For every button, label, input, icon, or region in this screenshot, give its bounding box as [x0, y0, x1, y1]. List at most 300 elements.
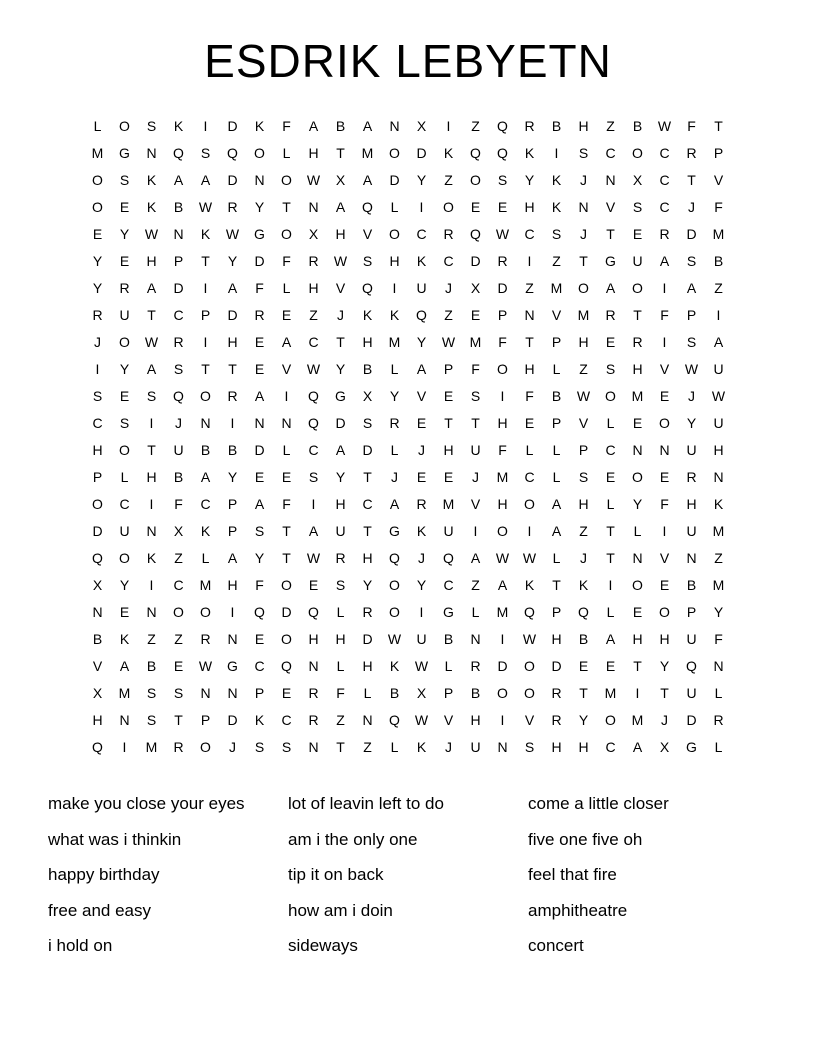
- grid-letter: S: [281, 738, 292, 755]
- grid-letter: E: [416, 414, 427, 431]
- grid-letter: D: [686, 711, 697, 728]
- grid-row: [84, 544, 732, 571]
- grid-letter: T: [525, 333, 534, 350]
- grid-letter: K: [389, 657, 400, 674]
- grid-letter: O: [389, 603, 400, 620]
- grid-letter: N: [200, 684, 211, 701]
- word-list-item: what was i thinkin: [48, 829, 182, 849]
- grid-letter: T: [228, 360, 237, 377]
- grid-letter: H: [551, 630, 562, 647]
- grid-letter: C: [416, 225, 427, 242]
- grid-letter: K: [524, 144, 535, 161]
- grid-letter: C: [119, 495, 130, 512]
- grid-letter: K: [551, 171, 562, 188]
- grid-letter: F: [282, 495, 291, 512]
- grid-letter: L: [336, 603, 345, 620]
- grid-letter: M: [361, 144, 374, 161]
- grid-letter: H: [578, 738, 589, 755]
- grid-letter: O: [92, 198, 103, 215]
- grid-letter: I: [149, 495, 154, 512]
- grid-letter: K: [146, 198, 157, 215]
- grid-letter: N: [524, 306, 535, 323]
- grid-letter: Q: [362, 198, 373, 215]
- grid-letter: G: [443, 603, 454, 620]
- grid-letter: O: [281, 576, 292, 593]
- grid-letter: B: [335, 117, 346, 134]
- grid-row: [84, 517, 732, 544]
- grid-letter: Q: [524, 603, 535, 620]
- grid-letter: P: [551, 603, 562, 620]
- word-list-column: [288, 786, 528, 964]
- grid-letter: A: [146, 360, 157, 377]
- grid-letter: J: [661, 711, 668, 728]
- grid-letter: S: [173, 360, 184, 377]
- grid-letter: F: [498, 333, 507, 350]
- grid-letter: F: [174, 495, 183, 512]
- grid-letter: N: [308, 198, 319, 215]
- grid-letter: R: [200, 630, 211, 647]
- grid-letter: B: [713, 252, 724, 269]
- grid-letter: H: [524, 360, 535, 377]
- grid-letter: T: [714, 117, 723, 134]
- grid-letter: I: [284, 387, 289, 404]
- grid-letter: F: [282, 252, 291, 269]
- grid-letter: O: [524, 684, 535, 701]
- grid-letter: N: [713, 468, 724, 485]
- grid-letter: Z: [444, 171, 453, 188]
- grid-letter: E: [281, 306, 292, 323]
- grid-letter: E: [119, 252, 130, 269]
- grid-letter: O: [200, 603, 211, 620]
- grid-letter: P: [227, 495, 238, 512]
- grid-letter: K: [551, 198, 562, 215]
- grid-letter: B: [551, 117, 562, 134]
- grid-letter: A: [200, 171, 211, 188]
- grid-row: [84, 463, 732, 490]
- grid-letter: Y: [335, 360, 346, 377]
- grid-letter: E: [119, 603, 130, 620]
- grid-letter: U: [335, 522, 346, 539]
- grid-letter: W: [414, 657, 429, 674]
- grid-letter: X: [173, 522, 184, 539]
- grid-letter: A: [497, 576, 508, 593]
- grid-letter: C: [362, 495, 373, 512]
- grid-letter: F: [255, 576, 264, 593]
- grid-letter: L: [390, 360, 399, 377]
- grid-letter: L: [282, 279, 291, 296]
- grid-letter: I: [500, 630, 505, 647]
- grid-letter: T: [201, 360, 210, 377]
- grid-letter: H: [713, 441, 724, 458]
- grid-letter: R: [659, 225, 670, 242]
- grid-letter: Y: [92, 252, 103, 269]
- word-search-grid: [84, 112, 732, 760]
- grid-letter: C: [173, 576, 184, 593]
- grid-letter: S: [119, 171, 130, 188]
- grid-letter: I: [203, 117, 208, 134]
- grid-letter: O: [497, 684, 508, 701]
- grid-letter: R: [551, 684, 562, 701]
- grid-letter: D: [362, 630, 373, 647]
- grid-letter: H: [146, 468, 157, 485]
- grid-letter: X: [92, 684, 103, 701]
- grid-letter: V: [335, 279, 346, 296]
- grid-letter: Q: [497, 117, 508, 134]
- grid-letter: A: [281, 333, 292, 350]
- grid-letter: E: [659, 576, 670, 593]
- grid-letter: Q: [416, 306, 427, 323]
- grid-letter: R: [389, 414, 400, 431]
- grid-letter: N: [146, 144, 157, 161]
- grid-letter: H: [146, 252, 157, 269]
- grid-letter: R: [713, 711, 724, 728]
- grid-letter: E: [497, 198, 508, 215]
- grid-letter: Z: [714, 279, 723, 296]
- grid-letter: E: [92, 225, 103, 242]
- grid-letter: K: [416, 522, 427, 539]
- grid-letter: A: [551, 522, 562, 539]
- grid-letter: J: [337, 306, 344, 323]
- grid-letter: B: [443, 630, 454, 647]
- grid-row: [84, 490, 732, 517]
- word-list-item: five one five oh: [528, 829, 643, 849]
- grid-letter: O: [92, 171, 103, 188]
- grid-letter: Z: [606, 117, 615, 134]
- grid-letter: V: [551, 306, 562, 323]
- grid-letter: S: [308, 468, 319, 485]
- grid-letter: H: [308, 279, 319, 296]
- word-list: [48, 786, 816, 964]
- grid-letter: W: [333, 252, 348, 269]
- grid-letter: Q: [470, 225, 481, 242]
- grid-letter: T: [174, 711, 183, 728]
- grid-letter: A: [200, 468, 211, 485]
- grid-letter: T: [579, 252, 588, 269]
- grid-letter: H: [308, 630, 319, 647]
- grid-letter: D: [335, 414, 346, 431]
- word-list-item: sideways: [288, 936, 358, 955]
- grid-letter: H: [362, 549, 373, 566]
- grid-letter: T: [660, 684, 669, 701]
- grid-letter: D: [389, 171, 400, 188]
- grid-letter: N: [227, 684, 238, 701]
- grid-letter: A: [605, 630, 616, 647]
- grid-letter: J: [94, 333, 101, 350]
- grid-row: [84, 571, 732, 598]
- grid-letter: N: [389, 117, 400, 134]
- grid-letter: T: [282, 549, 291, 566]
- grid-letter: Y: [686, 414, 697, 431]
- grid-letter: I: [527, 252, 532, 269]
- grid-letter: I: [662, 279, 667, 296]
- grid-letter: S: [578, 144, 589, 161]
- grid-letter: I: [419, 603, 424, 620]
- grid-letter: I: [122, 738, 127, 755]
- grid-letter: S: [254, 738, 265, 755]
- grid-letter: T: [336, 333, 345, 350]
- grid-letter: T: [282, 522, 291, 539]
- grid-letter: W: [225, 225, 240, 242]
- grid-letter: F: [525, 387, 534, 404]
- grid-letter: K: [200, 225, 211, 242]
- grid-letter: J: [418, 549, 425, 566]
- grid-letter: H: [335, 495, 346, 512]
- grid-letter: H: [578, 117, 589, 134]
- grid-letter: N: [605, 171, 616, 188]
- grid-letter: U: [470, 441, 481, 458]
- grid-letter: K: [713, 495, 724, 512]
- grid-letter: N: [308, 657, 319, 674]
- grid-letter: R: [686, 144, 697, 161]
- grid-letter: Q: [308, 603, 319, 620]
- grid-letter: J: [472, 468, 479, 485]
- grid-letter: W: [522, 630, 537, 647]
- grid-letter: S: [173, 684, 184, 701]
- grid-letter: D: [173, 279, 184, 296]
- grid-letter: L: [336, 657, 345, 674]
- grid-letter: E: [632, 414, 643, 431]
- grid-letter: K: [578, 576, 589, 593]
- grid-row: [84, 733, 732, 760]
- grid-letter: S: [335, 576, 346, 593]
- grid-row: [84, 679, 732, 706]
- grid-letter: I: [716, 306, 721, 323]
- grid-letter: Y: [119, 576, 130, 593]
- grid-letter: G: [119, 144, 130, 161]
- grid-row: [84, 274, 732, 301]
- grid-letter: Z: [552, 252, 561, 269]
- grid-letter: T: [471, 414, 480, 431]
- grid-letter: A: [470, 549, 481, 566]
- grid-letter: N: [281, 414, 292, 431]
- grid-letter: Q: [578, 603, 589, 620]
- grid-letter: F: [660, 306, 669, 323]
- grid-letter: Q: [443, 549, 454, 566]
- grid-letter: H: [443, 441, 454, 458]
- grid-letter: N: [686, 549, 697, 566]
- grid-letter: O: [281, 630, 292, 647]
- grid-letter: H: [227, 576, 238, 593]
- grid-letter: O: [119, 441, 130, 458]
- grid-letter: W: [306, 549, 321, 566]
- grid-letter: O: [632, 576, 643, 593]
- grid-letter: E: [659, 387, 670, 404]
- grid-letter: S: [92, 387, 103, 404]
- grid-letter: I: [662, 522, 667, 539]
- grid-letter: F: [255, 279, 264, 296]
- grid-letter: R: [605, 306, 616, 323]
- grid-letter: A: [416, 360, 427, 377]
- grid-letter: H: [632, 360, 643, 377]
- grid-letter: Z: [147, 630, 156, 647]
- grid-letter: P: [200, 306, 211, 323]
- grid-letter: O: [632, 468, 643, 485]
- grid-letter: X: [308, 225, 319, 242]
- grid-letter: D: [254, 252, 265, 269]
- grid-letter: N: [578, 198, 589, 215]
- grid-letter: F: [471, 360, 480, 377]
- grid-letter: Y: [335, 468, 346, 485]
- grid-letter: N: [200, 414, 211, 431]
- grid-letter: O: [119, 333, 130, 350]
- grid-letter: N: [308, 738, 319, 755]
- grid-letter: U: [470, 738, 481, 755]
- grid-letter: M: [118, 684, 131, 701]
- grid-letter: Z: [714, 549, 723, 566]
- grid-letter: K: [119, 630, 130, 647]
- grid-letter: Q: [92, 738, 103, 755]
- grid-letter: U: [416, 279, 427, 296]
- grid-letter: L: [606, 495, 615, 512]
- grid-letter: B: [227, 441, 238, 458]
- word-list-column: [528, 786, 768, 964]
- grid-letter: I: [419, 198, 424, 215]
- grid-row: [84, 193, 732, 220]
- grid-letter: D: [497, 279, 508, 296]
- grid-letter: P: [92, 468, 103, 485]
- grid-letter: K: [524, 576, 535, 593]
- grid-letter: N: [470, 630, 481, 647]
- grid-letter: W: [657, 117, 672, 134]
- grid-letter: S: [146, 711, 157, 728]
- grid-letter: Y: [713, 603, 724, 620]
- grid-letter: N: [92, 603, 103, 620]
- grid-letter: X: [470, 279, 481, 296]
- grid-letter: F: [498, 441, 507, 458]
- grid-letter: H: [227, 333, 238, 350]
- grid-letter: A: [308, 117, 319, 134]
- grid-letter: A: [389, 495, 400, 512]
- grid-letter: S: [686, 252, 697, 269]
- grid-letter: J: [688, 387, 695, 404]
- grid-letter: L: [471, 603, 480, 620]
- grid-letter: Y: [119, 360, 130, 377]
- grid-letter: T: [444, 414, 453, 431]
- grid-letter: I: [149, 414, 154, 431]
- grid-letter: X: [659, 738, 670, 755]
- grid-letter: M: [469, 333, 482, 350]
- grid-letter: M: [496, 468, 509, 485]
- grid-letter: D: [686, 225, 697, 242]
- grid-letter: K: [146, 171, 157, 188]
- grid-letter: N: [173, 225, 184, 242]
- grid-letter: W: [495, 225, 510, 242]
- grid-row: [84, 112, 732, 139]
- grid-letter: O: [524, 495, 535, 512]
- grid-letter: D: [227, 306, 238, 323]
- grid-letter: K: [362, 306, 373, 323]
- grid-letter: L: [390, 738, 399, 755]
- grid-letter: O: [281, 171, 292, 188]
- grid-letter: S: [551, 225, 562, 242]
- grid-letter: Q: [686, 657, 697, 674]
- grid-letter: U: [686, 630, 697, 647]
- grid-letter: A: [713, 333, 724, 350]
- grid-letter: O: [497, 360, 508, 377]
- grid-letter: H: [632, 630, 643, 647]
- grid-letter: J: [418, 441, 425, 458]
- grid-letter: Z: [174, 549, 183, 566]
- grid-letter: N: [227, 630, 238, 647]
- grid-letter: R: [173, 333, 184, 350]
- grid-letter: R: [119, 279, 130, 296]
- grid-letter: J: [580, 225, 587, 242]
- grid-letter: Y: [632, 495, 643, 512]
- grid-letter: L: [390, 441, 399, 458]
- grid-letter: M: [496, 603, 509, 620]
- grid-letter: C: [605, 738, 616, 755]
- grid-letter: P: [173, 252, 184, 269]
- grid-letter: P: [443, 360, 454, 377]
- grid-letter: C: [200, 495, 211, 512]
- grid-letter: Q: [173, 387, 184, 404]
- grid-letter: U: [686, 441, 697, 458]
- grid-letter: I: [95, 360, 100, 377]
- grid-letter: I: [635, 684, 640, 701]
- grid-letter: T: [552, 576, 561, 593]
- grid-letter: A: [686, 279, 697, 296]
- grid-letter: B: [686, 576, 697, 593]
- grid-letter: V: [713, 171, 724, 188]
- grid-row: [84, 328, 732, 355]
- grid-letter: L: [633, 522, 642, 539]
- grid-letter: L: [201, 549, 210, 566]
- grid-letter: H: [578, 333, 589, 350]
- grid-letter: T: [363, 468, 372, 485]
- grid-letter: F: [336, 684, 345, 701]
- grid-letter: E: [470, 306, 481, 323]
- grid-letter: L: [120, 468, 129, 485]
- grid-row: [84, 598, 732, 625]
- grid-letter: E: [254, 333, 265, 350]
- grid-letter: R: [227, 387, 238, 404]
- grid-letter: A: [227, 549, 238, 566]
- grid-letter: U: [713, 360, 724, 377]
- grid-letter: N: [254, 414, 265, 431]
- grid-row: [84, 355, 732, 382]
- grid-letter: A: [119, 657, 130, 674]
- grid-letter: C: [605, 144, 616, 161]
- grid-letter: B: [389, 684, 400, 701]
- grid-letter: X: [335, 171, 346, 188]
- grid-letter: S: [605, 360, 616, 377]
- grid-letter: M: [712, 522, 725, 539]
- grid-letter: I: [554, 144, 559, 161]
- grid-letter: H: [497, 414, 508, 431]
- grid-letter: K: [146, 549, 157, 566]
- grid-letter: H: [92, 711, 103, 728]
- grid-letter: I: [230, 603, 235, 620]
- grid-letter: L: [363, 684, 372, 701]
- grid-letter: R: [362, 603, 373, 620]
- grid-letter: S: [578, 468, 589, 485]
- grid-letter: B: [146, 657, 157, 674]
- grid-letter: E: [281, 684, 292, 701]
- grid-letter: O: [389, 225, 400, 242]
- grid-letter: R: [173, 738, 184, 755]
- grid-letter: J: [688, 198, 695, 215]
- grid-letter: S: [254, 522, 265, 539]
- grid-letter: O: [632, 279, 643, 296]
- grid-letter: T: [336, 144, 345, 161]
- grid-letter: W: [144, 333, 159, 350]
- grid-letter: U: [173, 441, 184, 458]
- grid-letter: P: [443, 684, 454, 701]
- grid-letter: P: [578, 441, 589, 458]
- word-list-item: make you close your eyes: [48, 794, 245, 813]
- grid-letter: D: [497, 657, 508, 674]
- grid-letter: O: [173, 603, 184, 620]
